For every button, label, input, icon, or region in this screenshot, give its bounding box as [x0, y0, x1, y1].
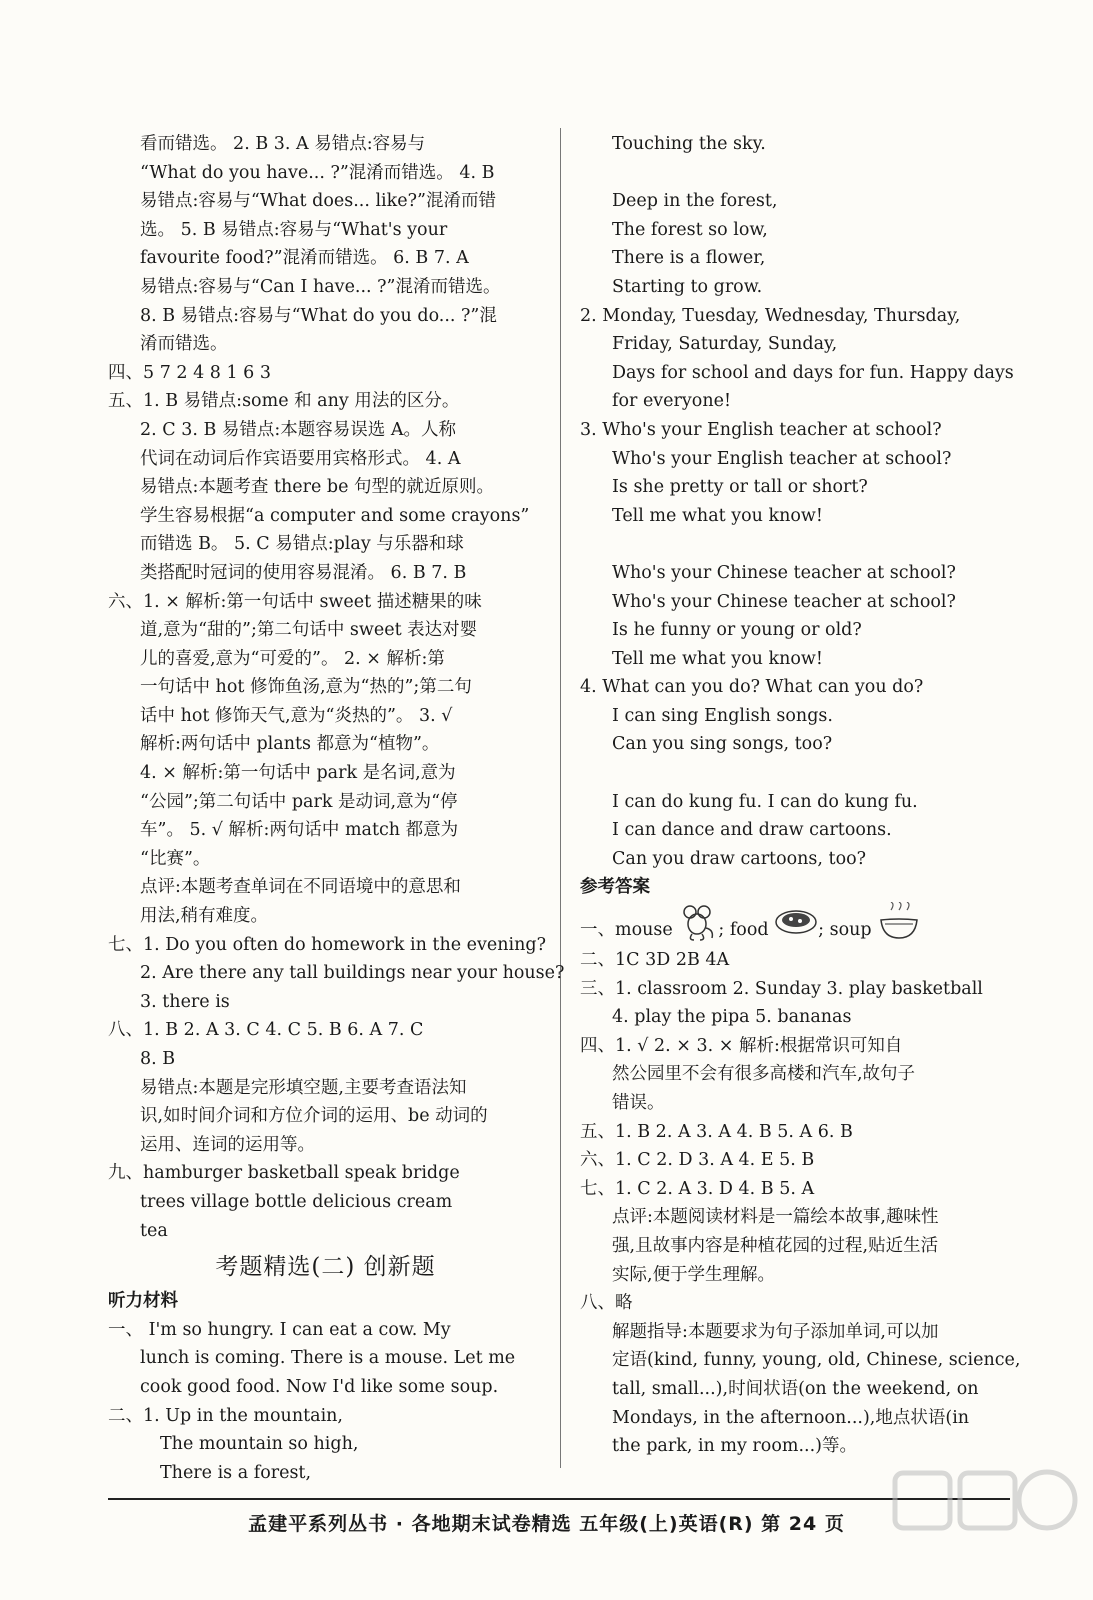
text-line: tall, small...),时间状语(on the weekend, on [612, 1378, 979, 1399]
text-line: Days for school and days for fun. Happy days [612, 362, 1014, 383]
text-line: 错误。 [612, 1093, 665, 1113]
text-line: 8. B 易错点:容易与“What do you do... ?”混 [140, 305, 497, 326]
text-line: Can you sing songs, too? [612, 734, 833, 755]
text-line: 八、1. B 2. A 3. C 4. C 5. B 6. A 7. C [108, 1020, 424, 1041]
answer-mouse: mouse [615, 920, 673, 941]
text-line: Who's your Chinese teacher at school? [612, 562, 956, 583]
right-column [580, 130, 1021, 1461]
text-line: 一、 I'm so hungry. I can eat a cow. My [108, 1319, 451, 1340]
text-line: 易错点:本题考查 there be 句型的就近原则。 [140, 477, 495, 498]
text-line: I can sing English songs. [612, 705, 833, 726]
text-line: 4. × 解析:第一句话中 park 是名词,意为 [140, 763, 456, 784]
text-line: 二、1C 3D 2B 4A [580, 950, 730, 971]
text-line: 易错点:容易与“Can I have... ?”混淆而错选。 [140, 276, 501, 297]
right-text [580, 130, 1014, 873]
text-line: Starting to grow. [612, 276, 763, 297]
text-line: 车”。 5. √ 解析:两句话中 match 都意为 [140, 820, 459, 841]
watermark-logo [885, 1458, 1085, 1594]
text-line: the park, in my room...)等。 [612, 1436, 857, 1457]
text-line: 六、1. × 解析:第一句话中 sweet 描述糖果的味 [108, 591, 482, 612]
text-line: 五、1. B 2. A 3. A 4. B 5. A 6. B [580, 1121, 853, 1142]
text-line: Tell me what you know! [612, 648, 823, 669]
listening-text [108, 1316, 543, 1488]
text-line: 五、1. B 易错点:some 和 any 用法的区分。 [108, 391, 460, 412]
text-line: 一句话中 hot 修饰鱼汤,意为“热的”;第二句 [140, 677, 472, 698]
text-line: tea [140, 1220, 168, 1241]
text-line: for everyone! [612, 391, 731, 412]
listening-heading: 听力材料 [108, 1291, 178, 1312]
text-line: 然公园里不会有很多高楼和汽车,故句子 [612, 1064, 916, 1085]
text-line: 识,如时间介词和方位介词的运用、be 动词的 [140, 1106, 488, 1127]
text-line: trees village bottle delicious cream [140, 1191, 453, 1212]
footer-rule [108, 1498, 1010, 1500]
section-title: 考题精选(二) 创新题 [215, 1254, 436, 1281]
text-line: 定语(kind, funny, young, old, Chinese, science, [612, 1350, 1021, 1371]
text-line [580, 759, 1010, 788]
text-line: 四、5 7 2 4 8 1 6 3 [108, 362, 272, 383]
text-line: 点评:本题考查单词在不同语境中的意思和 [140, 877, 461, 898]
text-line: 四、1. √ 2. × 3. × 解析:根据常识可知自 [580, 1035, 903, 1056]
text-line: 3. Who's your English teacher at school? [580, 419, 942, 440]
text-line: 用法,稍有难度。 [140, 906, 269, 927]
text-line: 儿的喜爱,意为“可爱的”。 2. × 解析:第 [140, 648, 445, 669]
text-line: 4. What can you do? What can you do? [580, 677, 924, 698]
text-line: There is a flower, [612, 248, 766, 269]
text-line: 2. C 3. B 易错点:本题容易误选 A。人称 [140, 419, 456, 440]
text-line: Deep in the forest, [612, 191, 778, 212]
answer-text [580, 946, 1021, 1461]
text-line: “公园”;第二句话中 park 是动词,意为“停 [140, 791, 458, 812]
text-line: 话中 hot 修饰天气,意为“炎热的”。 3. √ [140, 705, 453, 726]
text-line: 实际,便于学生理解。 [612, 1264, 776, 1285]
page-footer: 孟建平系列丛书 · 各地期末试卷精选 五年级(上)英语(R) 第 24 页 [248, 1513, 845, 1535]
text-line [580, 530, 1010, 559]
sep-1: ; [718, 920, 725, 941]
text-line: Tell me what you know! [612, 505, 823, 526]
answer-soup: soup [829, 920, 872, 941]
text-line: 九、hamburger basketball speak bridge [108, 1163, 460, 1184]
text-line: 七、1. C 2. A 3. D 4. B 5. A [580, 1178, 815, 1199]
text-line: 二、1. Up in the mountain, [108, 1405, 343, 1426]
sep-2: ; [818, 920, 825, 941]
food-icon [774, 907, 818, 954]
text-line: favourite food?”混淆而错选。 6. B 7. A [140, 248, 469, 269]
text-line: Who's your English teacher at school? [612, 448, 952, 469]
text-line: 解题指导:本题要求为句子添加单词,可以加 [612, 1321, 939, 1342]
text-line: Touching the sky. [612, 134, 766, 154]
text-line: Is he funny or young or old? [612, 620, 862, 641]
q1-prefix: 一、 [580, 920, 615, 941]
text-line: 三、1. classroom 2. Sunday 3. play basketball [580, 978, 983, 999]
text-line: 易错点:容易与“What does... like?”混淆而错 [140, 191, 496, 212]
text-line: Can you draw cartoons, too? [612, 848, 867, 869]
text-line: 解析:两句话中 plants 都意为“植物”。 [140, 734, 440, 755]
text-line: lunch is coming. There is a mouse. Let me [140, 1348, 516, 1369]
text-line: 点评:本题阅读材料是一篇绘本故事,趣味性 [612, 1207, 939, 1228]
text-line: The forest so low, [612, 219, 768, 240]
text-line: 强,且故事内容是种植花园的过程,贴近生活 [612, 1235, 939, 1256]
text-line: I can dance and draw cartoons. [612, 820, 892, 841]
text-line: 学生容易根据“a computer and some crayons” [140, 505, 530, 526]
text-line: 4. play the pipa 5. bananas [612, 1007, 852, 1028]
text-line: 2. Monday, Tuesday, Wednesday, Thursday, [580, 305, 961, 326]
answer-food: food [729, 920, 769, 941]
column-divider [560, 128, 561, 1468]
text-line: The mountain so high, [160, 1434, 359, 1455]
soup-bowl-icon [877, 902, 921, 959]
text-line: Mondays, in the afternoon...),地点状语(in [612, 1407, 970, 1428]
text-line: Who's your Chinese teacher at school? [612, 591, 956, 612]
text-line: 而错选 B。 5. C 易错点:play 与乐器和球 [140, 534, 464, 555]
text-line: “比赛”。 [140, 848, 211, 869]
text-line: “What do you have... ?”混淆而错选。 4. B [140, 162, 495, 183]
text-line: 道,意为“甜的”;第二句话中 sweet 表达对婴 [140, 620, 478, 641]
text-line: I can do kung fu. I can do kung fu. [612, 791, 918, 812]
text-line: 选。 5. B 易错点:容易与“What's your [140, 219, 448, 240]
left-column [108, 130, 565, 1487]
text-line: 8. B [140, 1049, 176, 1069]
text-line: 易错点:本题是完形填空题,主要考查语法知 [140, 1077, 467, 1098]
text-line [580, 159, 1010, 188]
text-line: 八、略 [580, 1293, 633, 1314]
text-line: 淆而错选。 [140, 334, 228, 355]
text-line: 3. there is [140, 991, 230, 1012]
text-line: 七、1. Do you often do homework in the evening? [108, 934, 546, 955]
left-text [108, 130, 565, 1245]
text-line: 代词在动词后作宾语要用宾格形式。 4. A [140, 448, 461, 469]
text-line: cook good food. Now I'd like some soup. [140, 1376, 499, 1397]
text-line: Friday, Saturday, Sunday, [612, 334, 838, 355]
text-line: There is a forest, [160, 1462, 312, 1483]
answers-heading: 参考答案 [580, 877, 650, 898]
text-line: 2. Are there any tall buildings near your house? [140, 963, 565, 984]
text-line: Is she pretty or tall or short? [612, 477, 868, 498]
text-line: 六、1. C 2. D 3. A 4. E 5. B [580, 1150, 815, 1171]
picture-answer-line [580, 902, 1010, 946]
text-line: 看而错选。 2. B 3. A 易错点:容易与 [140, 134, 426, 154]
text-line: 类搭配时冠词的使用容易混淆。 6. B 7. B [140, 562, 467, 583]
text-line: 运用、连词的运用等。 [140, 1134, 315, 1155]
